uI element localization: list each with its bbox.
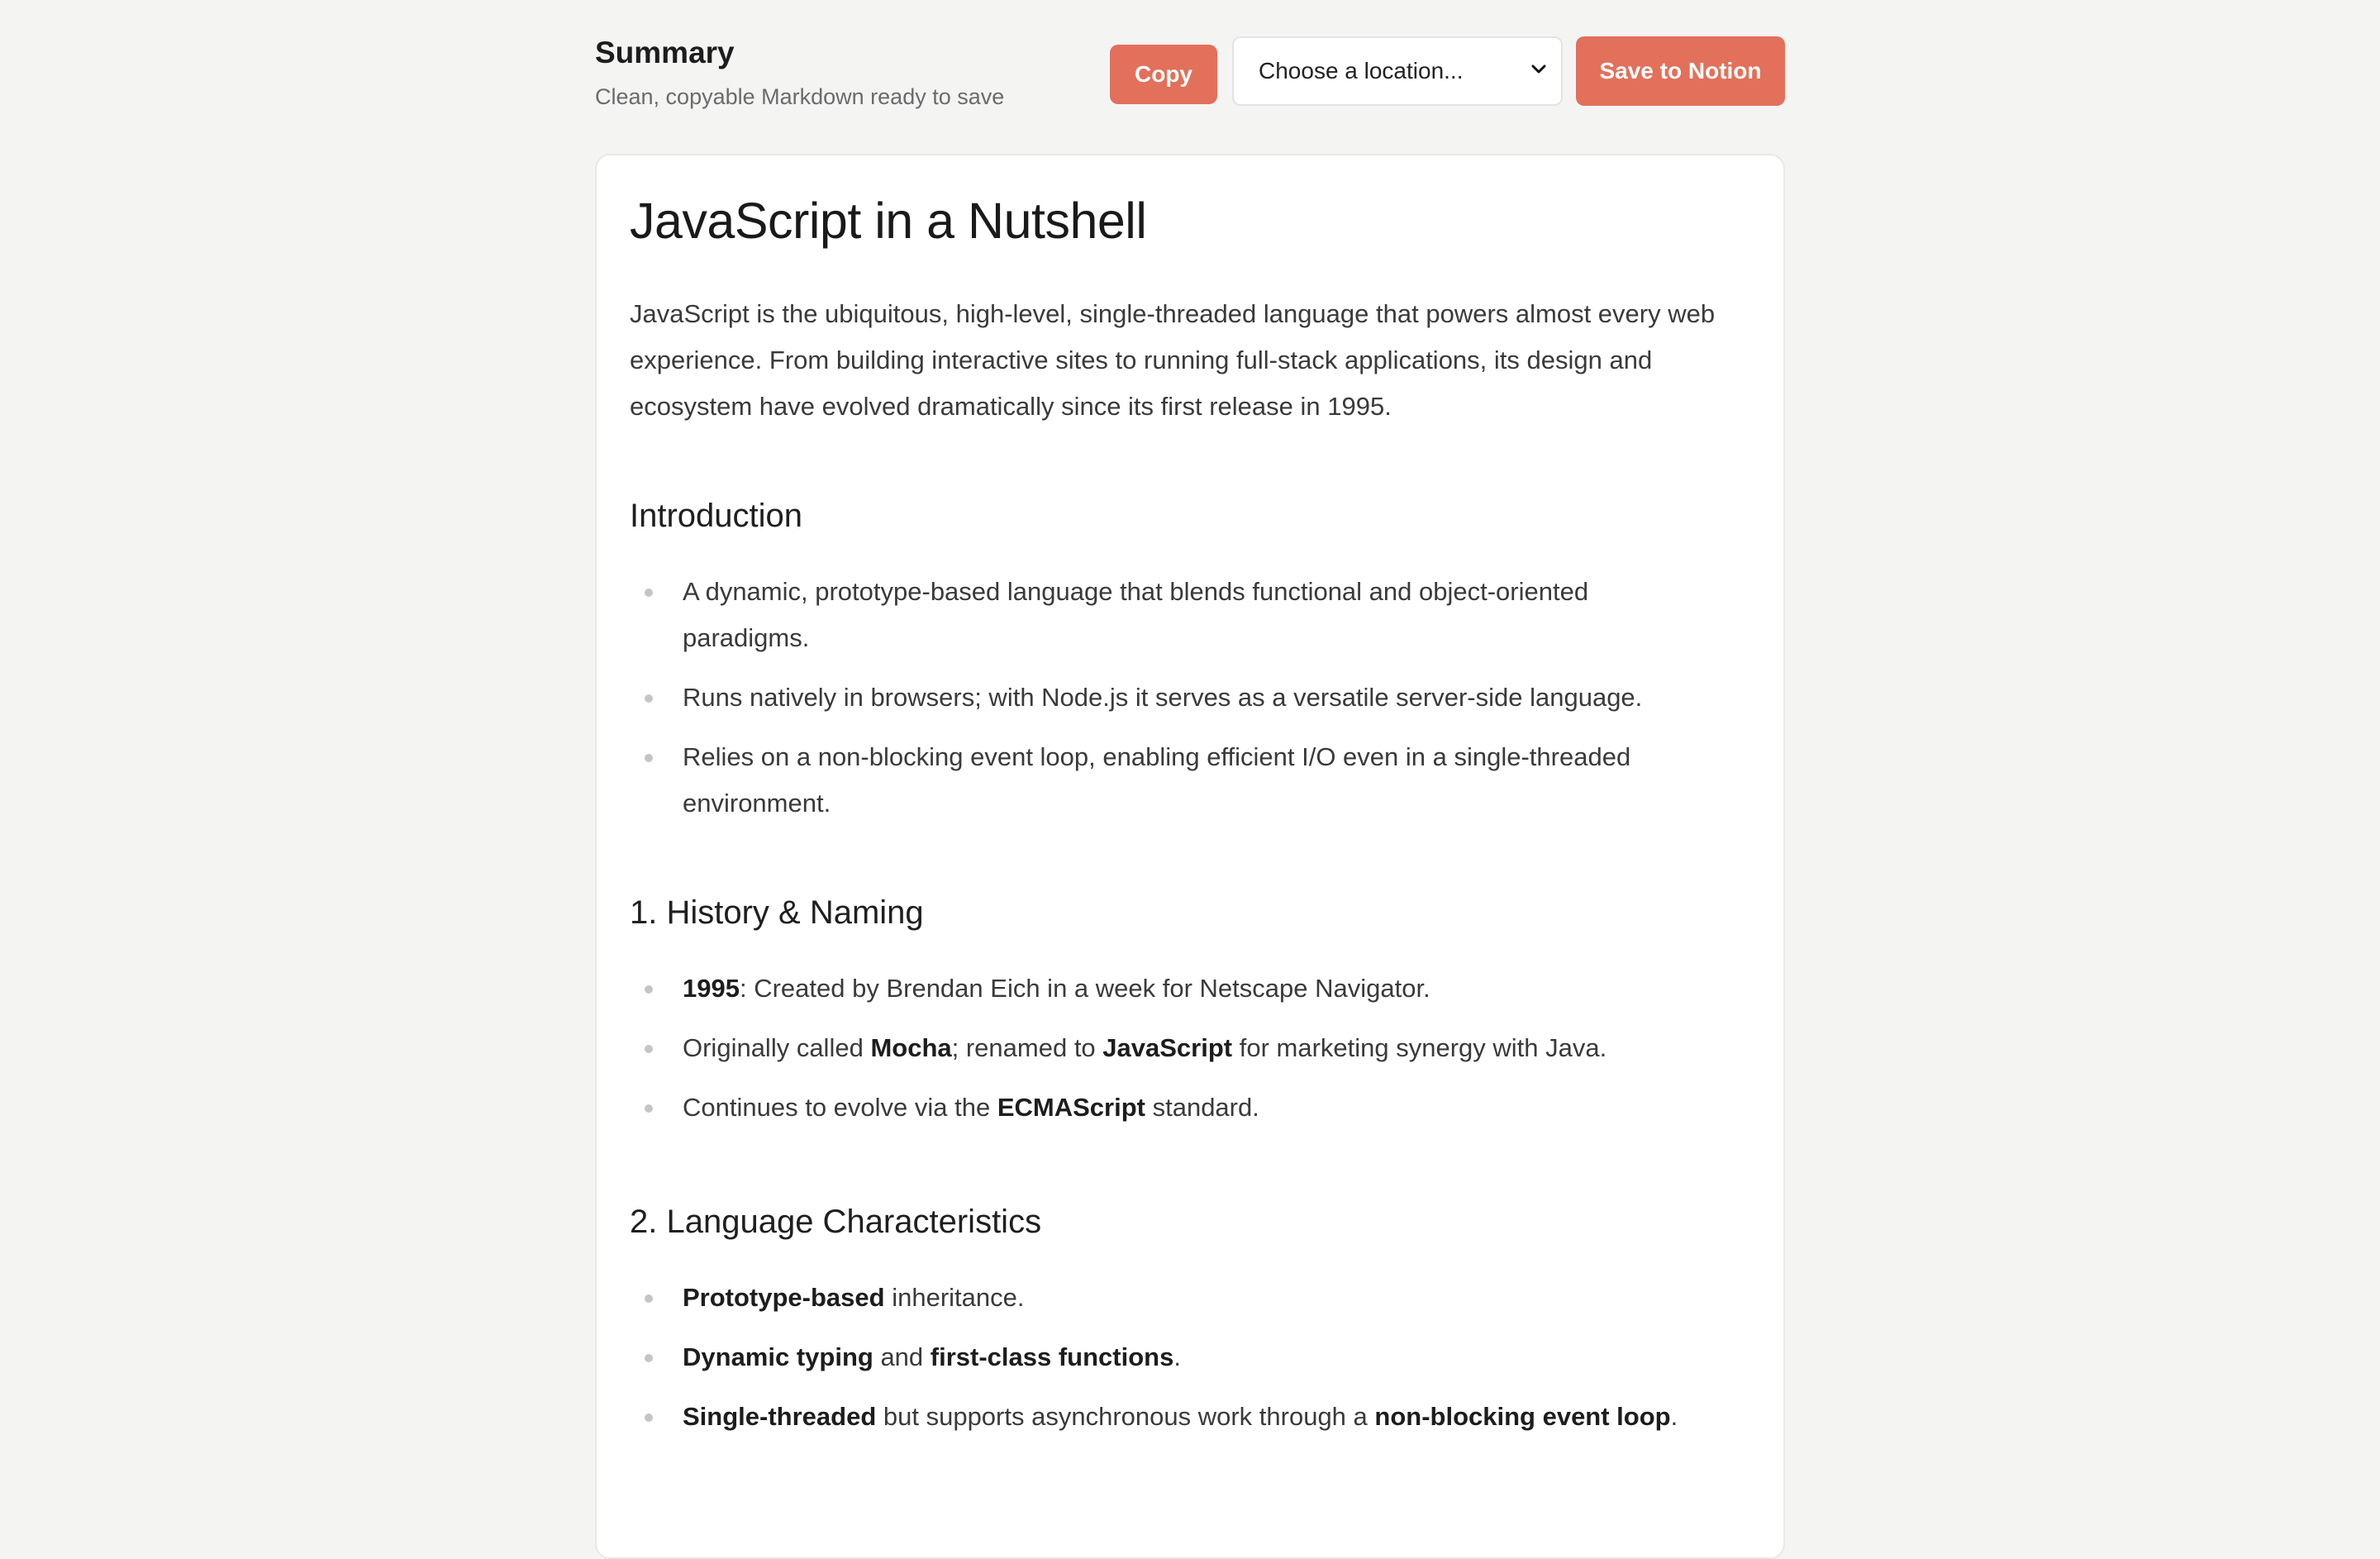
list-item-text: Relies on a non-blocking event loop, enabling efficient I/O even in a single-threaded environment. — [683, 742, 1631, 818]
list-item — [630, 1394, 1716, 1440]
list-item-text: Originally called — [683, 1033, 871, 1062]
document-intro: JavaScript is the ubiquitous, high-level, single-threaded language that powers almost every web experience. From building interactive sites to running full-stack applications, its design and ecosystem have evolved dramatically since its first release in 1995. — [630, 299, 1716, 421]
list-item-text: inheritance. — [884, 1283, 1025, 1312]
chevron-down-icon — [1530, 60, 1548, 78]
bold-text: Dynamic typing — [683, 1342, 873, 1371]
summary-header — [595, 0, 1785, 149]
bullet-icon — [645, 985, 653, 994]
list-item-text: ; renamed to — [951, 1033, 1103, 1062]
list-item — [630, 734, 1716, 827]
list-item-text: for marketing synergy with Java. — [1232, 1033, 1607, 1062]
list-item — [630, 1025, 1716, 1071]
bold-text: ECMAScript — [997, 1093, 1145, 1122]
list-item — [630, 965, 1716, 1012]
list-item-text: but supports asynchronous work through a — [876, 1402, 1375, 1431]
bold-text: Single-threaded — [683, 1402, 877, 1431]
bold-text: Mocha — [870, 1033, 952, 1062]
bullet-icon — [645, 754, 653, 762]
bold-text: non-blocking event loop — [1374, 1402, 1671, 1431]
summary-page — [595, 0, 1785, 1431]
list-item-text: and — [873, 1342, 931, 1371]
characteristics-list — [630, 1275, 1750, 1440]
bold-text: Prototype-based — [683, 1283, 885, 1312]
section-heading-language-characteristics: 2. Language Characteristics — [630, 1204, 1042, 1240]
markdown-preview-card — [595, 154, 1785, 1559]
bold-text: JavaScript — [1102, 1033, 1233, 1062]
list-item-text: : Created by Brendan Eich in a week for Netscape Navigator. — [739, 974, 1430, 1003]
bullet-icon — [645, 694, 653, 703]
bullet-icon — [645, 1414, 653, 1422]
header-text — [595, 31, 1004, 112]
bold-text: first-class functions — [930, 1342, 1174, 1371]
list-item-text: . — [1173, 1342, 1181, 1371]
bullet-icon — [645, 1294, 653, 1303]
list-item-text: Continues to evolve via the — [683, 1093, 997, 1122]
location-select-value: Choose a location... — [1259, 58, 1464, 83]
list-item — [630, 1275, 1716, 1321]
list-item-text: Runs natively in browsers; with Node.js it serves as a versatile server-side language. — [683, 683, 1643, 712]
section-heading-introduction: Introduction — [630, 498, 803, 534]
list-item — [630, 675, 1716, 721]
bullet-icon — [645, 1045, 653, 1053]
summary-title: Summary — [595, 36, 735, 69]
bold-text: 1995 — [683, 974, 740, 1003]
list-item — [630, 1085, 1716, 1131]
list-item-text: . — [1670, 1402, 1678, 1431]
introduction-list — [630, 569, 1750, 827]
header-controls — [1110, 36, 1785, 106]
section-heading-history: 1. History & Naming — [630, 894, 924, 931]
document-title: JavaScript in a Nutshell — [630, 193, 1147, 249]
list-item-text: A dynamic, prototype-based language that blends functional and object-oriented paradigms. — [683, 577, 1589, 652]
list-item-text: standard. — [1145, 1093, 1259, 1122]
list-item — [630, 569, 1716, 661]
bullet-icon — [645, 1104, 653, 1113]
copy-button[interactable]: Copy — [1110, 45, 1217, 104]
bullet-icon — [645, 1354, 653, 1362]
history-list — [630, 965, 1750, 1131]
bullet-icon — [645, 589, 653, 597]
save-to-notion-button[interactable]: Save to Notion — [1576, 36, 1785, 106]
location-select[interactable] — [1232, 36, 1563, 106]
summary-subtitle: Clean, copyable Markdown ready to save — [595, 84, 1005, 109]
list-item — [630, 1334, 1716, 1380]
